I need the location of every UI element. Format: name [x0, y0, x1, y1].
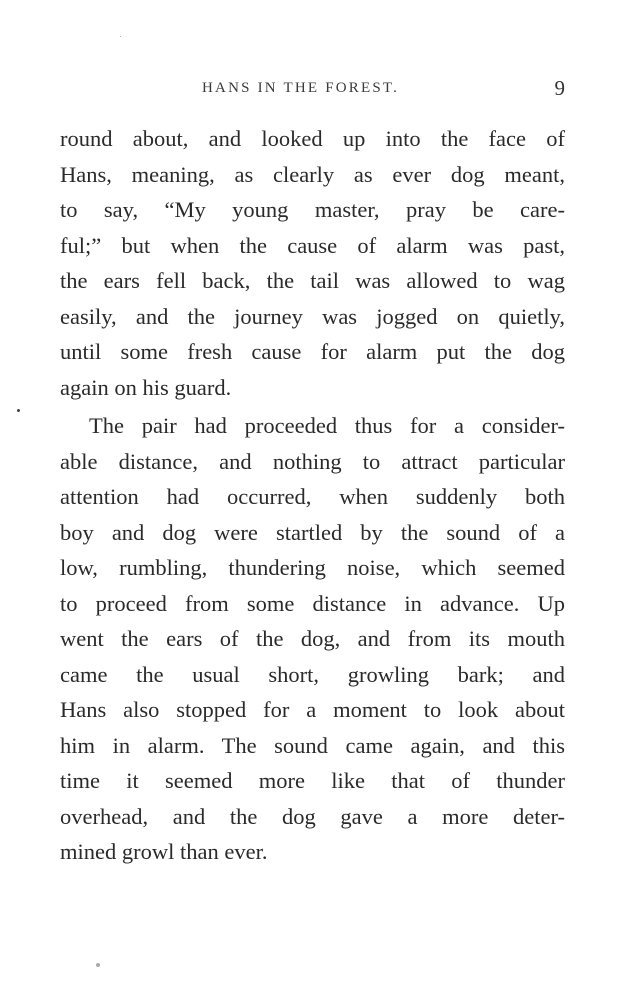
- page-number: 9: [554, 76, 565, 100]
- text-line: Hans, meaning, as clearly as ever dog meant,: [60, 161, 565, 187]
- text-line: Hans also stopped for a moment to look about: [60, 697, 565, 722]
- text-line: time it seemed more like that of thunder: [60, 768, 565, 793]
- running-title: HANS IN THE FOREST.: [202, 80, 400, 96]
- text-line: round about, and looked up into the face of: [60, 126, 565, 151]
- text-line: went the ears of the dog, and from its mouth: [60, 626, 565, 651]
- text-line: to say, “My young master, pray be care-: [60, 197, 565, 222]
- text-line: attention had occurred, when suddenly both: [60, 484, 565, 509]
- text-line: came the usual short, growling bark; and: [60, 661, 565, 687]
- print-speck: [120, 36, 121, 37]
- text-line: the ears fell back, the tail was allowed to wag: [60, 268, 565, 293]
- text-line: boy and dog were startled by the sound of a: [60, 519, 565, 545]
- paragraph-1: [60, 121, 565, 405]
- text-line: able distance, and nothing to attract particular: [60, 448, 565, 474]
- print-speck: [17, 409, 20, 412]
- body-text: [60, 121, 565, 870]
- text-line: mined growl than ever.: [60, 839, 268, 864]
- text-line: until some fresh cause for alarm put the dog: [60, 339, 565, 364]
- running-head: [60, 76, 565, 104]
- text-line: again on his guard.: [60, 374, 232, 400]
- text-line: overhead, and the dog gave a more deter-: [60, 803, 565, 829]
- text-line: to proceed from some distance in advance. Up: [60, 590, 565, 616]
- text-line: The pair had proceeded thus for a consider-: [89, 413, 565, 438]
- text-line: him in alarm. The sound came again, and this: [60, 732, 565, 758]
- paragraph-2: [60, 408, 565, 870]
- text-line: easily, and the journey was jogged on quietly,: [60, 303, 565, 329]
- text-line: ful;” but when the cause of alarm was past,: [60, 232, 565, 258]
- print-speck: [96, 963, 100, 967]
- text-line: low, rumbling, thundering noise, which seemed: [60, 555, 565, 580]
